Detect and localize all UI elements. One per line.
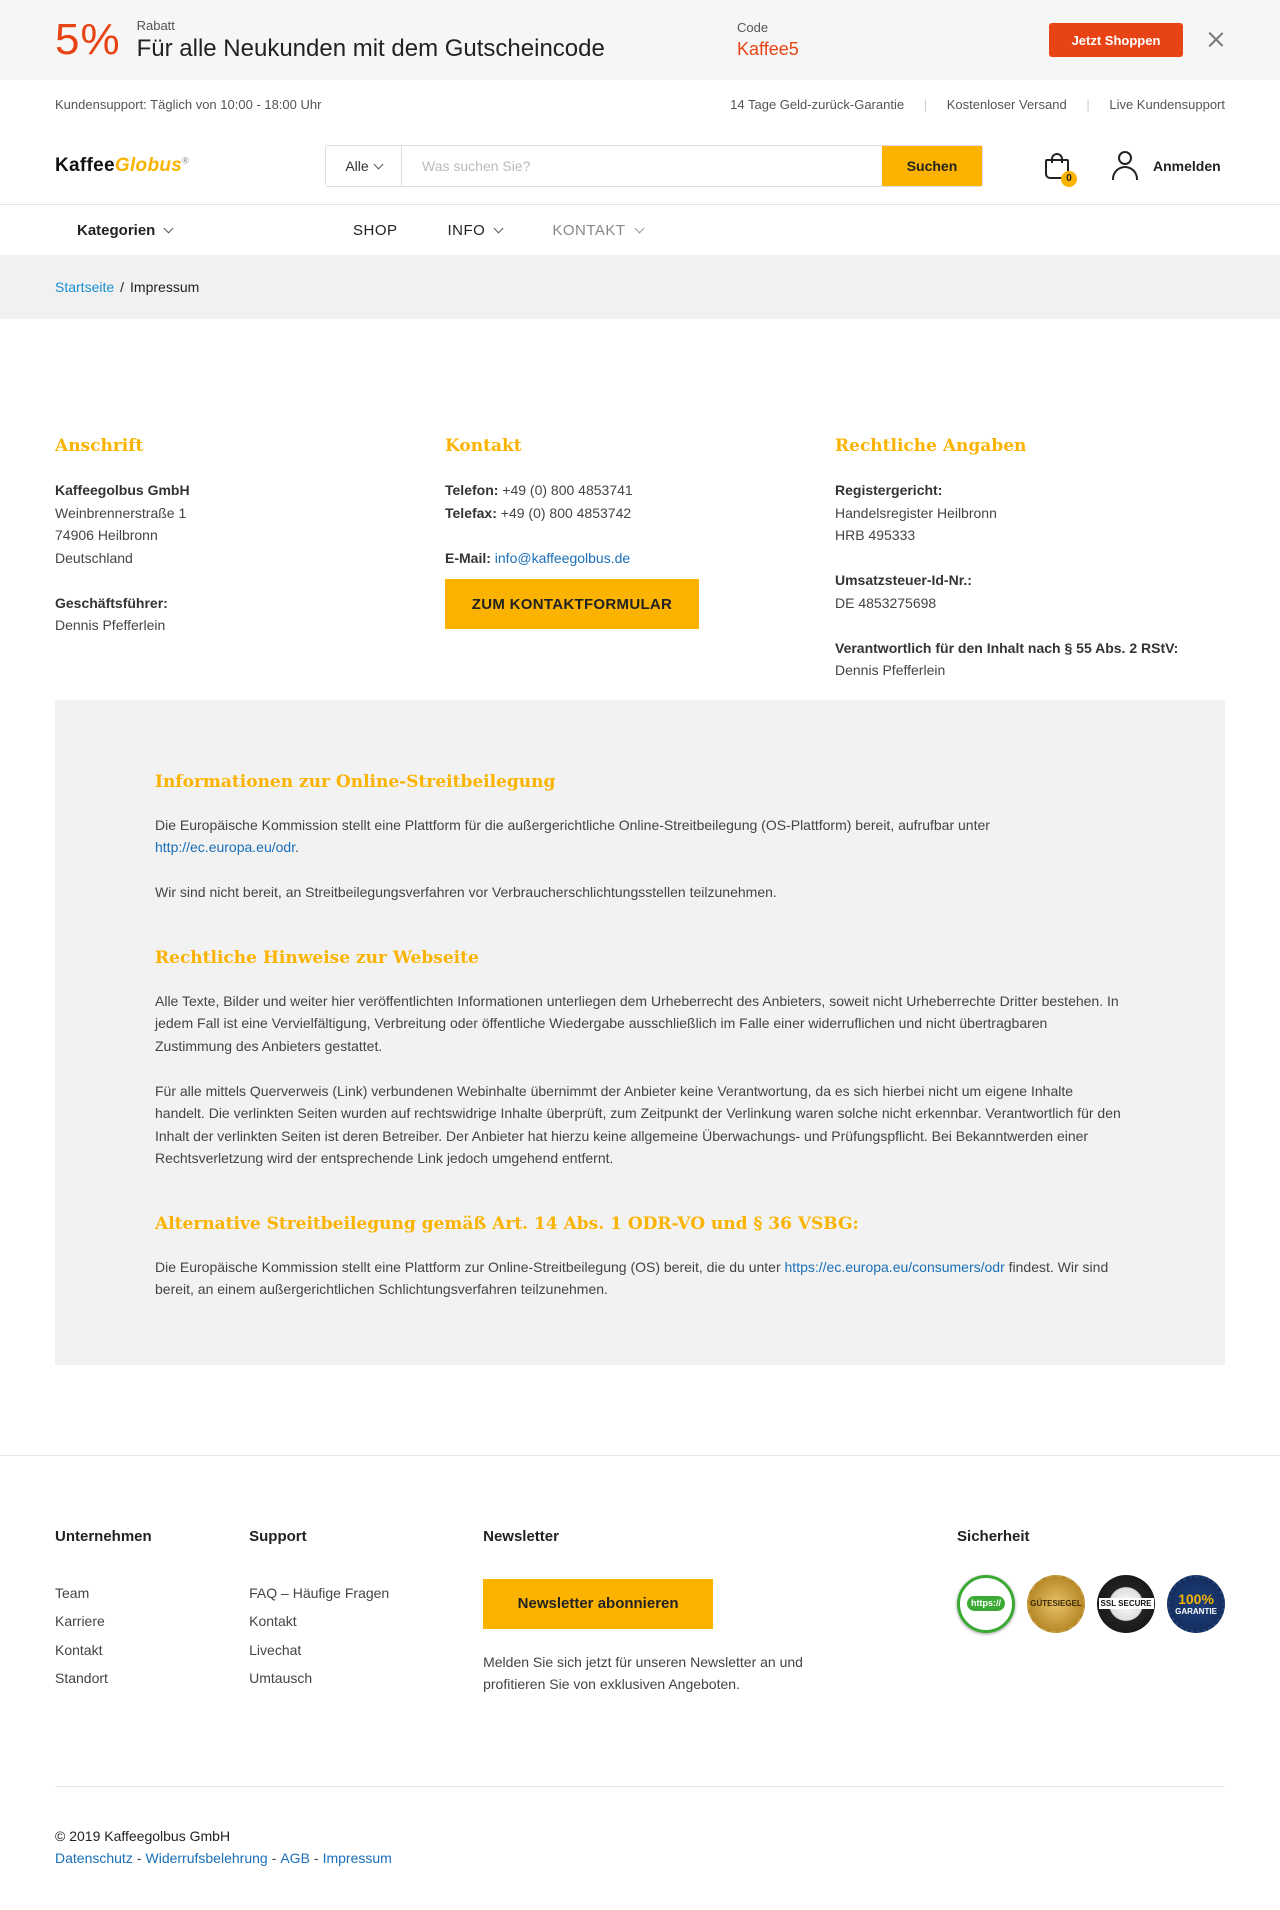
categories-label: Kategorien <box>77 221 156 239</box>
promo-headline: Für alle Neukunden mit dem Gutscheincode <box>136 34 605 62</box>
https-seal-icon <box>957 1575 1015 1633</box>
court-label: Registergericht: <box>835 482 943 498</box>
consumer-odr-link[interactable]: https://ec.europa.eu/consumers/odr <box>784 1258 1005 1275</box>
footer-link[interactable]: Standort <box>55 1670 108 1686</box>
legal-title: Rechtliche Angaben <box>835 436 1027 456</box>
categories-menu[interactable] <box>77 222 353 239</box>
https-seal-text: https:// <box>967 1596 1005 1611</box>
footer-company-title: Unternehmen <box>55 1527 152 1545</box>
address-title: Anschrift <box>55 436 144 456</box>
promo-code-value: Kaffee5 <box>737 39 799 59</box>
search-button[interactable]: Suchen <box>882 146 982 186</box>
cart-icon[interactable] <box>1043 151 1073 184</box>
imprint-link[interactable]: Impressum <box>322 1850 392 1866</box>
newsletter-subscribe-button[interactable]: Newsletter abonnieren <box>483 1579 713 1629</box>
website-legal-title: Rechtliche Hinweise zur Webseite <box>155 947 479 968</box>
promo-bar <box>0 0 1280 80</box>
topbar <box>0 80 1280 128</box>
legal-info-box <box>55 700 1225 1365</box>
court: Handelsregister Heilbronn <box>835 504 997 521</box>
email-link[interactable]: info@kaffeegolbus.de <box>494 549 631 566</box>
nav-item-info[interactable] <box>448 222 503 239</box>
login-label: Anmelden <box>1153 158 1221 174</box>
footer-company-column <box>55 1528 249 1696</box>
footer-security-column <box>957 1528 1225 1696</box>
promo-label: Rabatt <box>136 17 175 33</box>
cart-count-badge: 0 <box>1061 171 1077 187</box>
online-dispute-text-end: . <box>295 839 299 855</box>
user-icon-head <box>1118 151 1132 165</box>
main-nav <box>0 204 1280 255</box>
nav-item-label: INFO <box>447 221 486 239</box>
footer-bottom <box>55 1786 1225 1896</box>
divider: | <box>923 96 928 112</box>
breadcrumb <box>0 255 1280 319</box>
footer-link[interactable]: Kontakt <box>55 1641 103 1658</box>
footer-support-title: Support <box>249 1527 307 1545</box>
contact-title: Kontakt <box>445 436 522 456</box>
guarantee-seal-text: GARANTIE <box>1175 1606 1217 1616</box>
support-hours: Kundensupport: Täglich von 10:00 - 18:00 Uhr <box>55 96 322 112</box>
topbar-link-shipping[interactable]: Kostenloser Versand <box>946 96 1067 112</box>
withdrawal-link[interactable]: Widerrufsbelehrung <box>145 1850 268 1866</box>
search-bar <box>325 145 983 187</box>
divider: | <box>1086 96 1090 112</box>
close-icon[interactable] <box>1205 28 1227 50</box>
phone-label: Telefon: <box>445 482 499 498</box>
link-separator: - <box>271 1850 277 1866</box>
quality-seal-icon <box>1027 1575 1085 1633</box>
email-label: E-Mail: <box>445 549 491 566</box>
legal-column <box>835 435 1225 682</box>
breadcrumb-home[interactable]: Startseite <box>55 279 115 295</box>
footer-newsletter-column <box>483 1528 957 1696</box>
nav-item-label: SHOP <box>353 221 398 239</box>
fax-label: Telefax: <box>445 504 497 521</box>
footer-link[interactable]: Livechat <box>249 1641 302 1658</box>
privacy-link[interactable]: Datenschutz <box>55 1850 133 1866</box>
legal-links <box>55 1847 1225 1870</box>
city: 74906 Heilbronn <box>55 527 158 543</box>
alternative-dispute-text <box>155 1256 1125 1301</box>
link-separator: - <box>313 1850 319 1866</box>
hrb: HRB 495333 <box>835 527 916 543</box>
impressum-section <box>0 319 1280 1365</box>
vat-id: DE 4853275698 <box>835 594 937 611</box>
ceo-label: Geschäftsführer: <box>55 594 168 611</box>
copyright-text: Alle Texte, Bilder und weiter hier veröffentlichten Informationen unterliegen dem Urheberrecht des Anbieters, soweit nicht Urheberrechte Dritter bestehen. In jedem Fall ist eine Vervielfältigung, Verbreitung oder öffentliche Wiedergabe ausschließlich im Falle einer widerruflichen und nicht übertragbaren Zustimmung des Anbieters gestattet. <box>155 992 1119 1054</box>
breadcrumb-current: Impressum <box>130 279 200 295</box>
footer-link[interactable]: Kontakt <box>249 1613 297 1629</box>
ceo-name: Dennis Pfefferlein <box>55 617 166 633</box>
promo-text <box>137 18 605 63</box>
footer-link[interactable]: Karriere <box>55 1613 105 1629</box>
promo-code <box>737 20 799 60</box>
newsletter-text: Melden Sie sich jetzt für unseren Newsletter an und profitieren Sie von exklusiven Angeboten. <box>483 1653 803 1692</box>
chevron-down-icon <box>634 223 644 233</box>
copyright: © 2019 Kaffeegolbus GmbH <box>55 1827 231 1844</box>
fax-number: +49 (0) 800 4853742 <box>496 504 632 521</box>
responsible-name: Dennis Pfefferlein <box>835 662 946 678</box>
nav-item-kontakt[interactable] <box>552 222 642 239</box>
shop-now-button[interactable]: Jetzt Shoppen <box>1049 23 1183 57</box>
nav-item-shop[interactable] <box>353 222 398 239</box>
ssl-seal-text: SSL SECURE <box>1100 1599 1152 1608</box>
search-category-select[interactable] <box>326 146 402 186</box>
links-disclaimer-text: Für alle mittels Querverweis (Link) verbundenen Webinhalte übernimmt der Anbieter keine Verantwortung, da es sich hierbei nicht um eigene Inhalte handelt. Die verlinkten Seiten wurden auf rechtswidrige Inhalte überprüft, zum Zeitpunkt der Verlinkung waren solche nicht erkennbar. Verantwortlich für den Inhalt der verlinkten Seiten ist deren Betreiber. Der Anbieter hat hierzu keine allgemeine Überwachungs- und Prüfungspflicht. Bei Bekanntwerden einer Rechtsverletzung wird der entsprechende Link jedoch umgehend entfernt. <box>155 1082 1121 1166</box>
guarantee-seal-icon <box>1167 1575 1225 1633</box>
promo-percent: 5% <box>55 15 121 64</box>
security-seals <box>957 1575 1225 1633</box>
fax-line <box>445 502 835 525</box>
chevron-down-icon <box>373 159 383 169</box>
footer-link[interactable]: FAQ – Häufige Fragen <box>249 1584 390 1601</box>
country: Deutschland <box>55 549 133 566</box>
topbar-links <box>730 97 1225 112</box>
odr-link[interactable]: http://ec.europa.eu/odr <box>155 839 296 855</box>
footer <box>0 1455 1280 1896</box>
guarantee-seal-percent: 100% <box>1178 1590 1214 1607</box>
topbar-link-support[interactable]: Live Kundensupport <box>1109 96 1225 112</box>
alternative-dispute-text-end: findest. Wir sind bereit, an einem außergerichtlichen Schlichtungsverfahren teilzunehmen. <box>155 1258 1109 1297</box>
contact-column <box>445 435 835 682</box>
phone-number: +49 (0) 800 4853741 <box>498 482 633 498</box>
street: Weinbrennerstraße 1 <box>55 504 187 521</box>
search-input[interactable] <box>402 146 882 186</box>
online-dispute-text <box>155 814 1125 859</box>
login-link[interactable] <box>1111 151 1221 181</box>
responsible-label: Verantwortlich für den Inhalt nach § 55 Abs. 2 RStV: <box>835 639 1179 656</box>
chevron-down-icon <box>494 223 504 233</box>
online-dispute-title: Informationen zur Online-Streitbeilegung <box>155 771 556 792</box>
alternative-dispute-title: Alternative Streitbeilegung gemäß Art. 14 Abs. 1 ODR-VO und § 36 VSBG: <box>155 1213 859 1234</box>
user-icon <box>1111 151 1139 181</box>
logo-registered: ® <box>182 155 190 166</box>
search-category-label: Alle <box>345 158 369 174</box>
vat-label: Umsatzsteuer-Id-Nr.: <box>835 572 972 588</box>
address-column <box>55 435 445 682</box>
dispute-participation-text: Wir sind nicht bereit, an Streitbeilegungsverfahren vor Verbraucherschlichtungsstellen teilzunehmen. <box>155 884 777 900</box>
footer-link[interactable]: Umtausch <box>249 1670 313 1686</box>
online-dispute-text-start: Die Europäische Kommission stellt eine Plattform für die außergerichtliche Online-Streitbeilegung (OS-Plattform) bereit, aufrufbar unter <box>155 816 990 833</box>
nav-item-label: KONTAKT <box>552 221 626 239</box>
user-icon-body <box>1112 166 1138 180</box>
promo-code-label: Code <box>737 20 769 35</box>
security-title: Sicherheit <box>957 1527 1030 1545</box>
footer-support-column <box>249 1528 483 1696</box>
contact-form-button[interactable]: ZUM KONTAKTFORMULAR <box>445 579 699 629</box>
topbar-link-guarantee[interactable]: 14 Tage Geld-zurück-Garantie <box>730 96 905 112</box>
newsletter-title: Newsletter <box>483 1527 559 1545</box>
logo-part1: Kaffee <box>55 155 115 176</box>
phone-line <box>445 479 835 502</box>
footer-link[interactable]: Team <box>55 1584 90 1601</box>
ssl-secure-seal-icon <box>1097 1575 1155 1633</box>
logo[interactable] <box>55 155 325 177</box>
breadcrumb-separator: / <box>120 279 125 295</box>
header <box>0 128 1280 204</box>
quality-seal-text: GÜTESIEGEL <box>1030 1599 1082 1608</box>
link-separator: - <box>136 1850 142 1866</box>
alternative-dispute-text-start: Die Europäische Kommission stellt eine Plattform zur Online-Streitbeilegung (OS) bereit, die du unter <box>155 1258 785 1275</box>
company-name: Kaffeegolbus GmbH <box>55 482 190 498</box>
logo-part2: Globus <box>114 155 183 176</box>
chevron-down-icon <box>164 223 174 233</box>
terms-link[interactable]: AGB <box>280 1850 310 1866</box>
email-line <box>445 547 835 570</box>
